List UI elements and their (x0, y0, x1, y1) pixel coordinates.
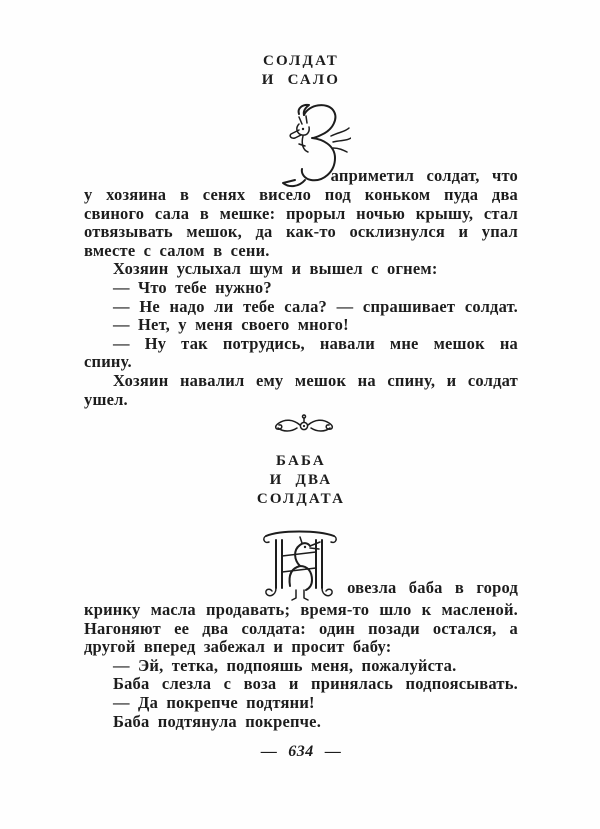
story1-lines (84, 186, 518, 409)
story1-first-line: априметил солдат, что (330, 166, 518, 185)
story2-title-line3: СОЛДАТА (256, 491, 346, 507)
text-line: — Не надо ли тебе сала? — спрашивает солдат. (113, 296, 518, 316)
text-line: вместе с салом в сени. (84, 240, 270, 260)
page-number-value: 634 (288, 743, 314, 760)
story1-title-line1: СОЛДАТ (263, 53, 339, 69)
text-line: — Да покрепче подтяни! (113, 692, 315, 712)
page-number (84, 743, 518, 761)
text-line: Хозяин услыхал шум и вышел с огнем: (113, 259, 438, 279)
story2-title-line1: БАБА (276, 453, 326, 469)
scroll-flourish-divider-icon (269, 413, 339, 435)
story2-lines (84, 601, 518, 731)
text-line: у хозяина в сенях висело под коньком пуда два (84, 185, 518, 204)
text-line: ушел. (84, 389, 128, 409)
text-line: Баба подтянула покрепче. (113, 711, 322, 731)
story1-title-line2: И САЛО (261, 72, 341, 88)
text-line: свиного сала в мешке: прорыл ночью крышу, стал (84, 203, 518, 223)
text-line: спину. (84, 352, 132, 372)
page-number-right-dash: — (324, 743, 342, 760)
text-line: кринку масла продавать; время-то шло к масленой. (84, 600, 518, 619)
text-line: — Ну так потрудись, навали мне мешок на (113, 333, 518, 353)
text-line: другой вперед забежал и просит бабу: (84, 637, 392, 657)
story1-title (84, 52, 518, 90)
story2-title-line2: И ДВА (269, 472, 333, 488)
text-line: Баба слезла с воза и принялась подпоясывать. (113, 674, 518, 694)
story2-title (84, 452, 518, 509)
page-number-left-dash: — (260, 743, 278, 760)
text-line: Нагоняют ее два солдата: один позади остался, а (84, 618, 518, 638)
text-line: — Эй, тетка, подпояшь меня, пожалуйста. (113, 655, 457, 675)
text-line: Хозяин навалил ему мешок на спину, и солдат (113, 370, 518, 390)
text-block (84, 0, 518, 829)
text-line: — Нет, у меня своего много! (113, 315, 349, 335)
text-line: отвязывать мешок, да как-то осклизнулся и упал (84, 222, 518, 242)
text-line: — Что тебе нужно? (113, 277, 272, 297)
story2-first-line: овезла баба в город (347, 578, 518, 597)
